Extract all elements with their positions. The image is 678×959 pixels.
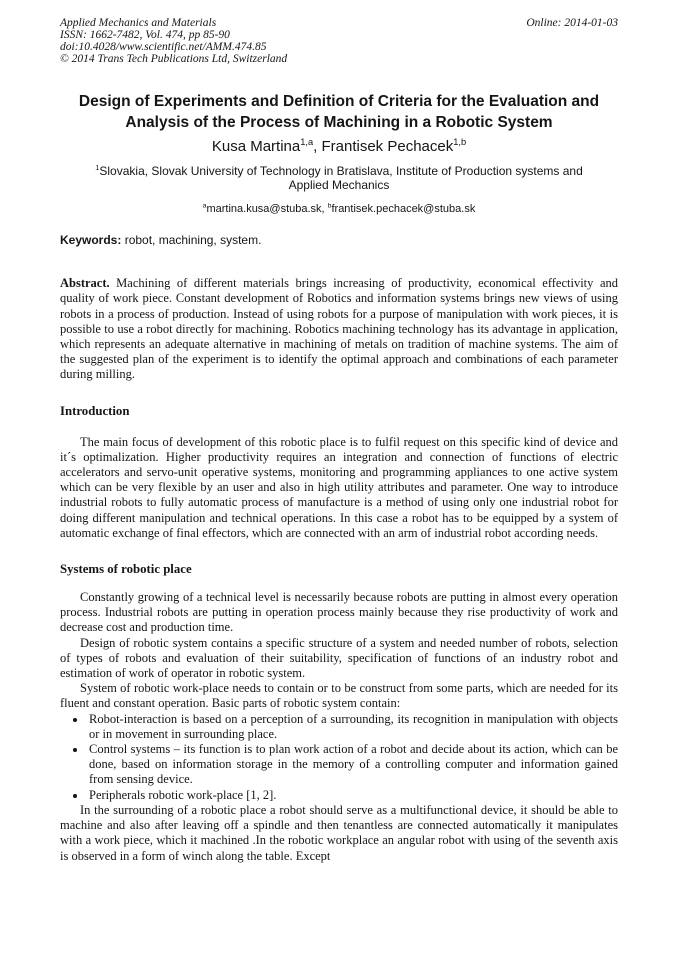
text-run: Kusa Martina [211, 138, 301, 155]
bullet-item: • Control systems – its function is to plan work action of a robot and decide about its action, which can be done, based on information storage in the memory of a controlling computer and information gained from sensing device. [87, 742, 618, 788]
section-heading-systems-of-robotic-place: Systems of robotic place [60, 562, 192, 577]
bullet-item: • Peripherals robotic work-place [1, 2]. [87, 788, 618, 803]
keywords-line-text: robot, machining, system. [121, 233, 262, 247]
journal-title: Applied Mechanics and Materials [60, 17, 217, 29]
superscript: 1,b [453, 137, 467, 147]
abstract-text: Machining of different materials brings increasing of productivity, economical effectivity and quality of work piece. Constant development of Robotics and information systems brings new views of using robots in a process of production. Instead of using robots for a purpose of manipulation with work pieces, it is possible to use a robot directly for machining. Robotics machining technology has its advantage in application, which represents an adequate alternative in machining of metals on tradition of machine systems. The aim of the suggested plan of the experiment is to identify the optimal approach and combinations of each parameter during milling. [60, 276, 618, 382]
text-run: martina.kusa@stuba.sk, [206, 203, 328, 215]
copyright-line: © 2014 Trans Tech Publications Ltd, Switzerland [60, 53, 288, 65]
paragraph-constantly-growing: Constantly growing of a technical level is necessarily because robots are putting in almost every operation process. Industrial robots are putting in operation process mainly because they rise productivity of work and decrease cost and production time. [60, 590, 618, 635]
issn-volume-line: ISSN: 1662-7482, Vol. 474, pp 85-90 [60, 29, 230, 41]
text-run: frantisek.pechacek@stuba.sk [331, 203, 476, 215]
paragraph-introduction: The main focus of development of this robotic place is to fulfil request on this specific kind of device and it´s optimalization. Higher productivity requires an integration and connection of functions of electric accelerators and servo-unit operative systems, monitoring and programming appliances to one active system which can be very flexible by an user and also in high utility attributes and parameter. One way to introduce industrial robots to fully automatic process of manufacture is a method of using only one industrial robot for doing different manipulation and technical operations. In this case a robot has to be equipped by a system of automatic exchange of final effectors, which are connected with an arm of industrial robot according needs. [60, 434, 618, 540]
abstract-label: Abstract. [60, 276, 110, 291]
keywords-line [60, 233, 618, 248]
bullet-item: • Robot-interaction is based on a perception of a surrounding, its recognition in manipulation with objects or in movement in surrounding place. [87, 712, 618, 742]
superscript: 1 [95, 163, 100, 172]
journal-header [60, 17, 618, 65]
superscript: a [202, 202, 207, 210]
paragraph-design-of-robotic-system: Design of robotic system contains a specific structure of a system and needed number of robots, selection of types of robots and evaluation of their suitability, specification of functions of an industry robot and estimation of work of operator in robotic system. [60, 635, 618, 681]
superscript: 1,a [300, 137, 314, 147]
paragraph-in-the-surrounding: In the surrounding of a robotic place a robot should serve as a multifunctional device, it should be able to machine and also after leaving off a spindle and then tenantless are connected automatically it manipulates with a work piece, which it machined .In the robotic workplace an angular robot with using of the seventh axis is observed in a form of winch along the table. Except [60, 802, 618, 863]
robotic-system-parts-list [60, 712, 618, 803]
emails-line [60, 203, 618, 216]
affiliation-line [87, 164, 592, 192]
online-date: Online: 2014-01-03 [526, 17, 618, 29]
paper-body [60, 233, 618, 864]
doi-line: doi:10.4028/www.scientific.net/AMM.474.85 [60, 41, 267, 53]
superscript: b [327, 202, 332, 210]
journal-header-left [60, 17, 287, 65]
paper-title: Design of Experiments and Definition of Criteria for the Evaluation and Analysis of the Process of Machining in a Robotic System [78, 93, 600, 131]
section-heading-introduction: Introduction [60, 403, 130, 418]
text-run: , Frantisek Pechacek [313, 138, 454, 155]
keywords-line-label: Keywords: [60, 233, 122, 247]
paragraph-system-of-robotic-work-place: System of robotic work-place needs to contain or to be construct from some parts, which are needed for its fluent and constant operation. Basic parts of robotic system contain: [60, 681, 618, 711]
text-run: Slovakia, Slovak University of Technology in Bratislava, Institute of Production systems and Applied Mechanics [99, 164, 583, 192]
abstract [60, 276, 618, 382]
authors-line [60, 137, 618, 157]
